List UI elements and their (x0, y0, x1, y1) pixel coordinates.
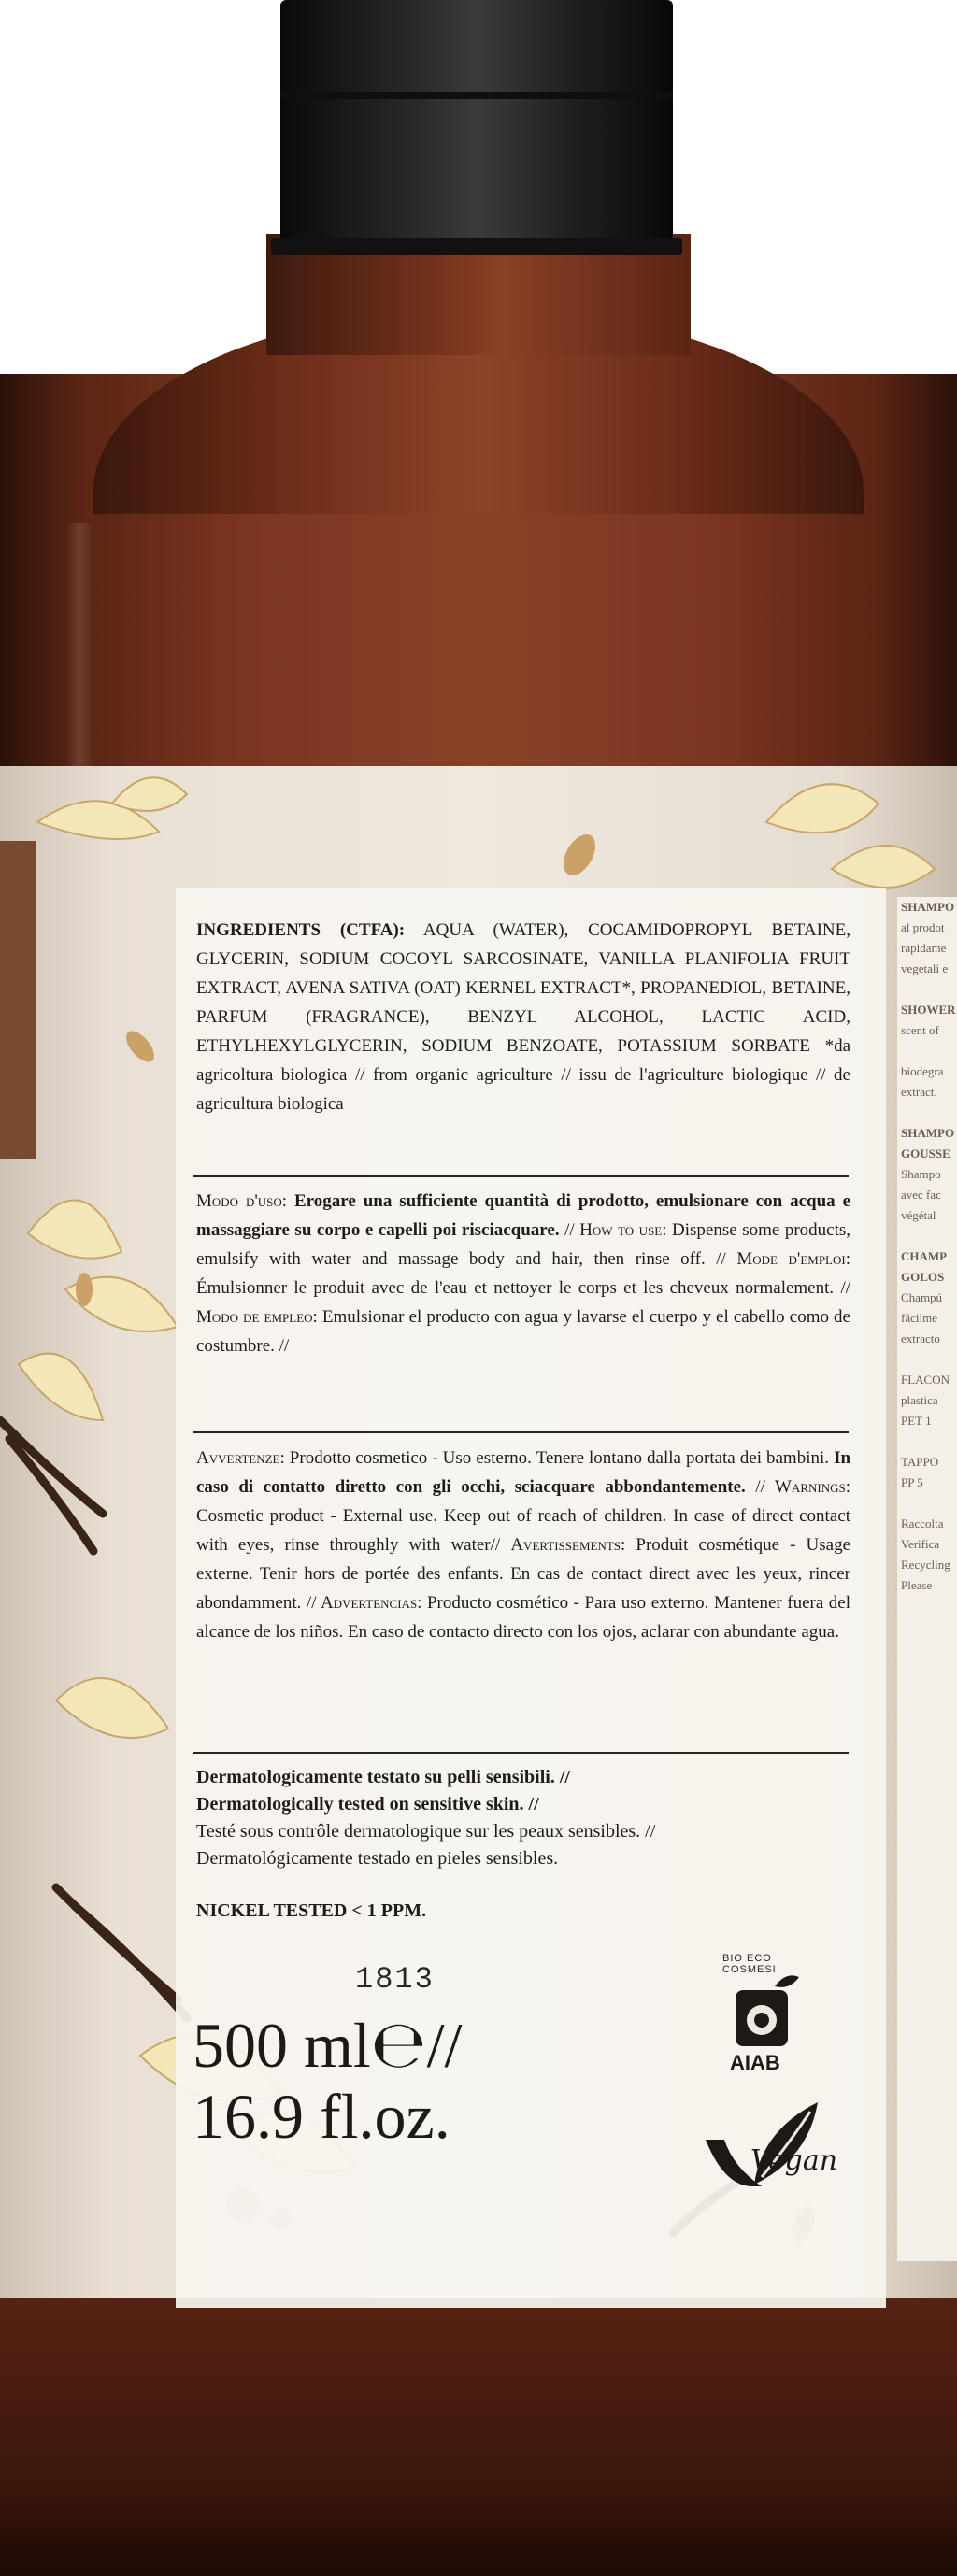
warn-fr-text: Produit cosmétique - Usage externe. Tenir hors de portée des enfants. En cas de contact direct avec les yeux, rincer abondamment. (196, 1535, 851, 1613)
side-strip-line: avec fac (901, 1188, 941, 1202)
warn-en-text: Cosmetic product - External use. Keep out of reach of children. In case of direct contact with eyes, rinse throughly with water// (196, 1506, 850, 1555)
warn-es-text: Producto cosmético - Para uso externo. Mantener fuera del alcance de los niños. En caso de contacto directo con los ojos, aclarar con abundante agua. (196, 1593, 851, 1642)
divider (193, 1431, 849, 1433)
divider (193, 1175, 849, 1177)
usage-en-text: Dispense some products, emulsify with water and massage body and hair, then rinse off. (196, 1220, 850, 1269)
warnings-text (196, 1444, 850, 1646)
aiab-top-text: BIO ECO COSMESI (722, 1953, 777, 1975)
vegan-text: Vegan (750, 2144, 838, 2177)
side-strip-line (901, 1041, 957, 1061)
side-strip-line: scent of (901, 1023, 939, 1037)
bottle-cap (280, 0, 673, 248)
side-strip-line: CHAMP (901, 1249, 948, 1263)
side-strip-line (901, 1349, 957, 1370)
volume-ml: 500 ml (193, 2010, 371, 2081)
ingredients-list: AQUA (WATER), COCAMIDOPROPYL BETAINE, GLYCERIN, SODIUM COCOYL SARCOSINATE, VANILLA PLANIFOLIA FRUIT EXTRACT, AVENA SATIVA (OAT) KERNEL EXTRACT*, PROPANEDIOL, BETAINE, PARFUM (FRAGRANCE), BENZYL ALCOHOL, LACTIC ACID, ETHYLHEXYLGLYCERIN, SODIUM BENZOATE, POTASSIUM SORBATE *da agricoltura biologica // from organic agriculture // issu de l'agriculture biologique // de agricultura biologica (196, 920, 850, 1114)
usage-es-text: Emulsionar el producto con agua y lavarse el cuerpo y el cabello como de costumbre. // (196, 1307, 850, 1356)
side-strip-line: Raccolta (901, 1516, 944, 1530)
side-strip-line: FLACON (901, 1373, 950, 1387)
side-strip-line: extracto (901, 1331, 940, 1345)
side-strip-line: biodegra (901, 1064, 944, 1078)
volume-separator: // (426, 2010, 463, 2081)
volume (193, 2006, 678, 2152)
aiab-emblem-icon (728, 1970, 803, 2050)
vegan-logo (696, 2093, 846, 2196)
warn-en-heading: // Warnings: (755, 1477, 851, 1497)
side-strip-line (901, 979, 957, 1000)
side-strip-line: SHAMPO (901, 1126, 955, 1140)
cap-hinge (280, 92, 673, 99)
warn-es-heading: // Advertencias: (306, 1593, 422, 1613)
usage-text (196, 1187, 850, 1360)
side-strip-line (901, 1493, 957, 1514)
side-strip-line: Please (901, 1578, 933, 1592)
side-strip-line: PET 1 (901, 1414, 932, 1428)
warn-it-bold: In caso di contatto diretto con gli occhi, sciacquare abbondantemente. (196, 1448, 851, 1497)
side-strip-line (901, 1103, 957, 1123)
side-strip-line: extract. (901, 1085, 937, 1099)
dermatological-text (196, 1764, 850, 1872)
ingredients-text (196, 916, 850, 1118)
usage-en-heading: // How to use: (564, 1220, 667, 1240)
usage-es-heading: // Modo de empleo: (196, 1278, 851, 1327)
derma-it: Dermatologicamente testato su pelli sensibili. // (196, 1767, 570, 1787)
side-strip-line: Recycling (901, 1558, 950, 1572)
side-strip-line: TAPPO (901, 1455, 939, 1469)
label-side-text (901, 897, 957, 2261)
cap-base (271, 238, 682, 255)
bottle-bottom (0, 2280, 957, 2576)
side-strip-line: végétal (901, 1208, 936, 1222)
aiab-name: AIAB (730, 2051, 780, 2074)
side-strip-line: SHAMPO (901, 900, 955, 914)
warn-fr-heading: Avertissements: (510, 1535, 626, 1555)
side-strip-line: Champú (901, 1290, 943, 1304)
side-strip-line: rapidame (901, 941, 947, 955)
side-strip-line: Verifica (901, 1537, 940, 1551)
side-strip-line: vegetali e (901, 961, 949, 975)
side-strip-line: SHOWER (901, 1003, 956, 1017)
usage-it-heading: Modo d'uso: (196, 1191, 288, 1211)
lot-number: 1813 (355, 1962, 435, 1997)
side-strip-line: GOLOS (901, 1270, 945, 1284)
derma-es: Dermatológicamente testado en pieles sensibles. (196, 1848, 559, 1869)
side-strip-line: PP 5 (901, 1475, 923, 1489)
side-strip-line: GOUSSE (901, 1146, 950, 1160)
ingredients-heading: INGREDIENTS (CTFA): (196, 920, 406, 940)
usage-fr-text: Émulsionner le produit avec de l'eau et nettoyer le corps et les cheveux normalement. (196, 1278, 835, 1298)
side-strip-line (901, 1226, 957, 1246)
usage-it-text: Erogare una sufficiente quantità di prodotto, emulsionare con acqua e massaggiare su corpo e capelli poi risciacquare. (196, 1191, 851, 1240)
side-strip-line: al prodot (901, 920, 945, 934)
derma-en: Dermatologically tested on sensitive skin. // (196, 1794, 539, 1815)
side-strip-line: Shampo (901, 1167, 941, 1181)
side-strip-line: fácilme (901, 1311, 937, 1325)
divider (193, 1752, 849, 1754)
side-strip-line: plastica (901, 1393, 938, 1407)
side-strip-line (901, 1431, 957, 1452)
nickel-tested: NICKEL TESTED < 1 PPM. (196, 1900, 427, 1921)
warn-it-heading: Avvertenze: (196, 1448, 285, 1468)
estimated-sign-icon: ℮ (370, 2006, 427, 2083)
volume-oz: 16.9 fl.oz. (193, 2081, 450, 2152)
derma-fr: Testé sous contrôle dermatologique sur les peaux sensibles. // (196, 1821, 656, 1842)
aiab-certification-logo (706, 1953, 818, 2079)
warn-it-text: Prodotto cosmetico - Uso esterno. Tenere lontano dalla portata dei bambini. (289, 1448, 830, 1468)
usage-fr-heading: // Mode d'emploi: (716, 1249, 850, 1269)
